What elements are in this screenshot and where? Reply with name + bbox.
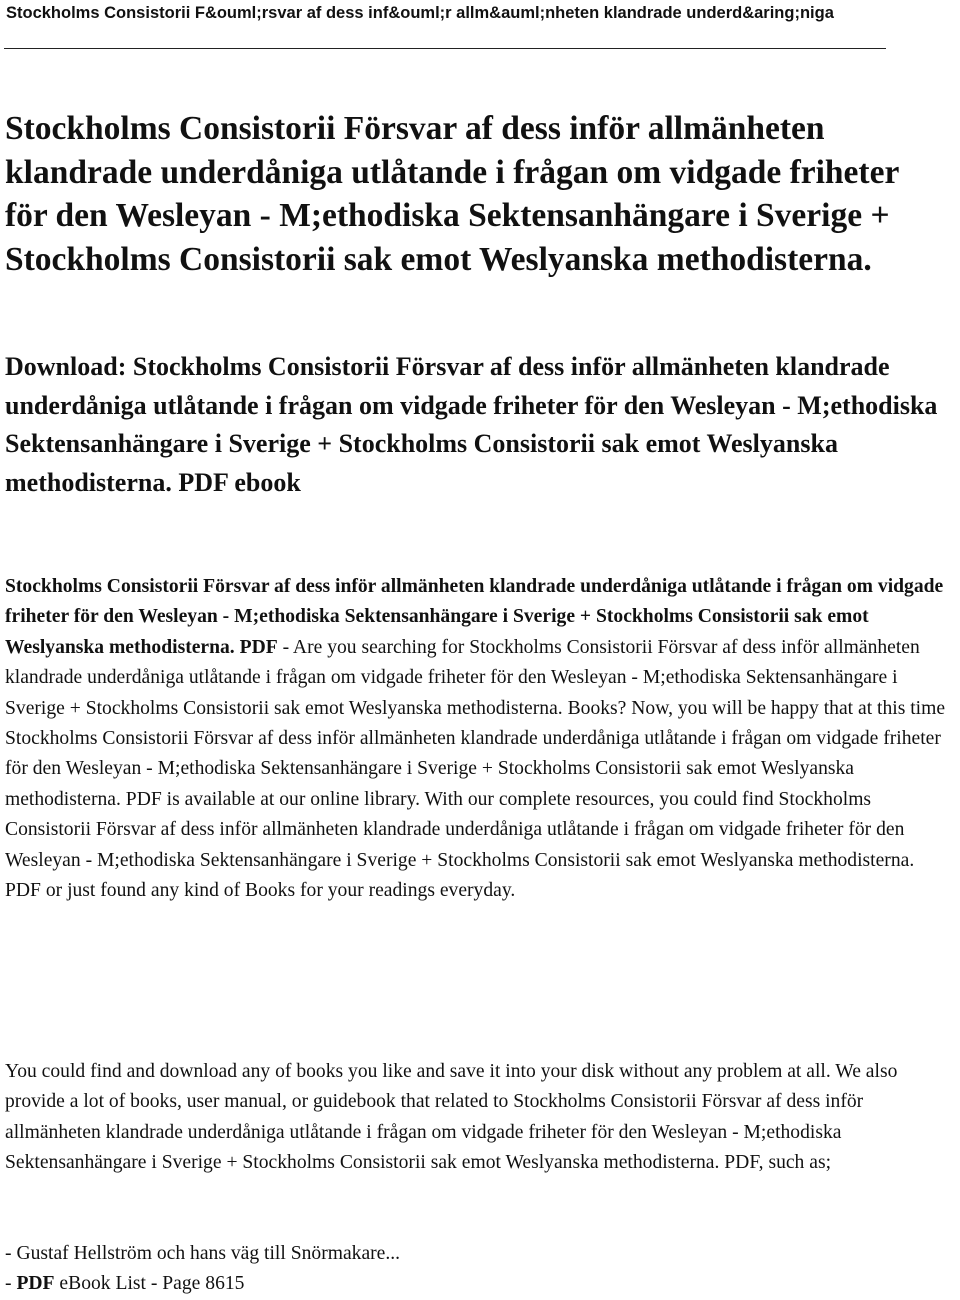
running-header-title: Stockholms Consistorii F&ouml;rsvar af dess inf&ouml;r allm&auml;nheten klandrade underd&aring;niga	[6, 4, 834, 22]
document-title: Stockholms Consistorii Försvar af dess inför allmänheten klandrade underdåniga utlåtande i frågan om vidgade friheter för den Wesleyan - M;ethodiska Sektensanhängare i Sverige + Stockholms Consistorii sak emot Weslyanska methodisterna.	[5, 110, 899, 278]
list-item-text: Gustaf Hellström och hans väg till Snörmakare...	[16, 1243, 401, 1264]
list-bullet: -	[5, 1273, 17, 1295]
related-book-item[interactable]	[5, 1269, 950, 1299]
header-divider	[4, 48, 886, 49]
list-bullet: -	[5, 1243, 17, 1264]
related-books-list	[5, 1239, 950, 1300]
list-item-bold: PDF	[16, 1273, 55, 1295]
intro-body-text: - Are you searching for Stockholms Consistorii Försvar af dess inför allmänheten klandrade underdåniga utlåtande i frågan om vidgade friheter för den Wesleyan - M;ethodiska Sektensanhängare i Sverige + Stockholms Consistorii sak emot Weslyanska methodisterna. Books? Now, you will be happy that at this time Stockholms Consistorii Försvar af dess inför allmänheten klandrade underdåniga utlåtande i frågan om vidgade friheter för den Wesleyan - M;ethodiska Sektensanhängare i Sverige + Stockholms Consistorii sak emot Weslyanska methodisterna. PDF is available at our online library. With our complete resources, you could find Stockholms Consistorii Försvar af dess inför allmänheten klandrade underdåniga utlåtande i frågan om vidgade friheter för den Wesleyan - M;ethodiska Sektensanhängare i Sverige + Stockholms Consistorii sak emot Weslyanska methodisterna. PDF or just found any kind of Books for your readings everyday.	[5, 636, 946, 902]
intro-paragraph	[5, 572, 950, 906]
related-book-item[interactable]	[5, 1239, 950, 1269]
list-item-text: eBook List - Page 8615	[54, 1273, 245, 1295]
download-heading: Download: Stockholms Consistorii Försvar af dess inför allmänheten klandrade underdåniga utlåtande i frågan om vidgade friheter för den Wesleyan - M;ethodiska Sektensanhängare i Sverige + Stockholms Consistorii sak emot Weslyanska methodisterna. PDF ebook	[5, 352, 938, 497]
intro-bold-lead: Stockholms Consistorii Försvar af dess inför allmänheten klandrade underdåniga utlåtande i frågan om vidgade friheter för den Wesleyan - M;ethodiska Sektensanhängare i Sverige + Stockholms Consistorii sak emot Weslyanska methodisterna. PDF	[5, 576, 944, 658]
body-paragraph: You could find and download any of books you like and save it into your disk without any problem at all. We also provide a lot of books, user manual, or guidebook that related to Stockholms Consistorii Försvar af dess inför allmänheten klandrade underdåniga utlåtande i frågan om vidgade friheter för den Wesleyan - M;ethodiska Sektensanhängare i Sverige + Stockholms Consistorii sak emot Weslyanska methodisterna. PDF, such as;	[5, 1061, 898, 1174]
